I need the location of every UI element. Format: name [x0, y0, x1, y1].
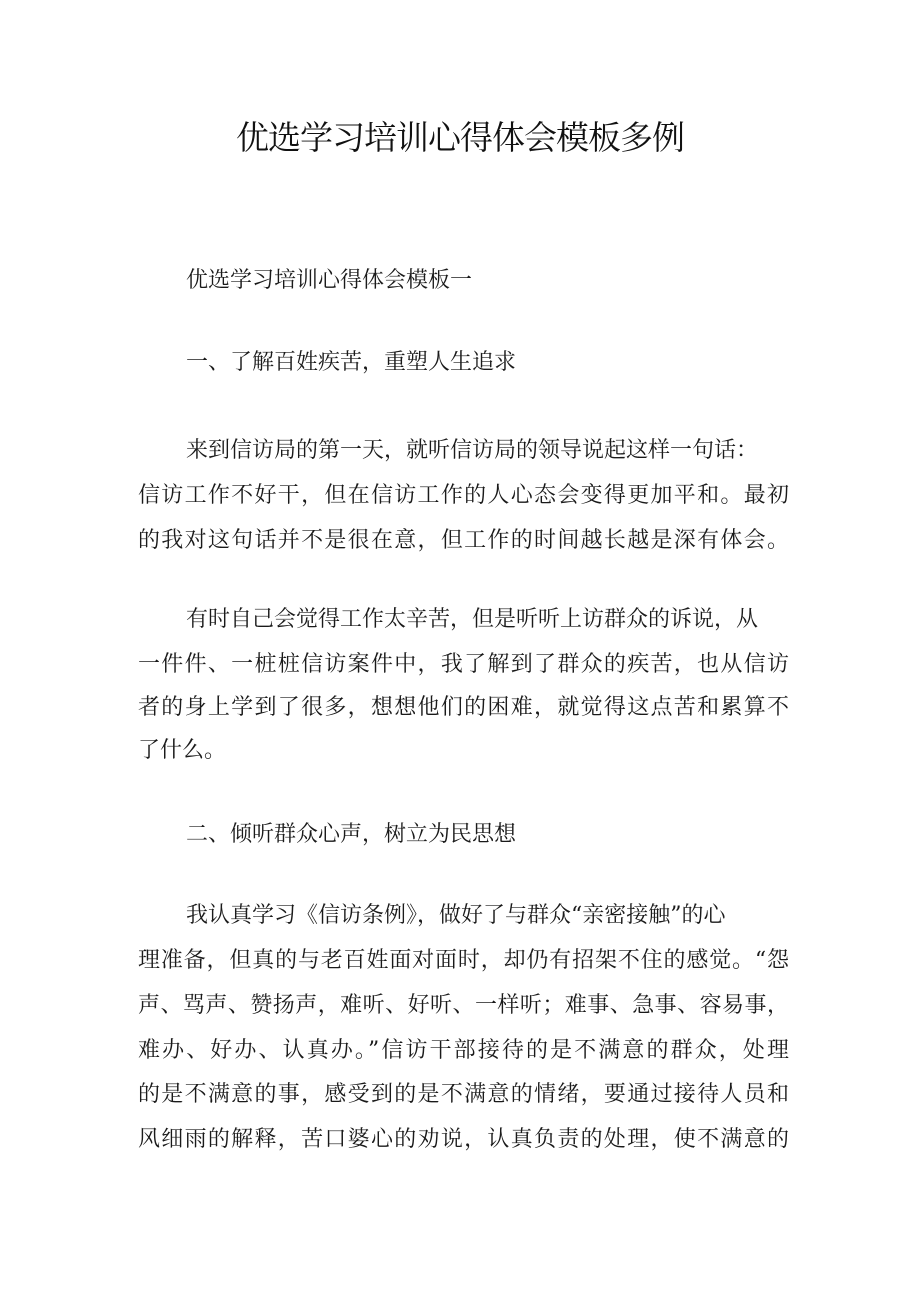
template-heading: 优选学习培训心得体会模板一	[186, 268, 473, 293]
paragraph-line: 来到信访局的第一天，就听信访局的领导说起这样一句话：	[186, 438, 759, 463]
paragraph-line: 声、骂声、赞扬声，难听、好听、一样听；难事、急事、容易事，	[138, 993, 789, 1018]
paragraph-line: 者的身上学到了很多，想想他们的困难，就觉得这点苦和累算不	[138, 695, 789, 720]
section-heading-1: 一、了解百姓疾苦，重塑人生追求	[186, 350, 517, 375]
paragraph-line: 一件件、一桩桩信访案件中，我了解到了群众的疾苦，也从信访	[138, 652, 789, 677]
paragraph-line: 的我对这句话并不是很在意，但工作的时间越长越是深有体会。	[138, 528, 789, 553]
paragraph-line: 信访工作不好干，但在信访工作的人心态会变得更加平和。最初	[138, 483, 789, 508]
paragraph-line: 理准备，但真的与老百姓面对面时，却仍有招架不住的感觉。“怨	[138, 948, 789, 973]
paragraph-line: 了什么。	[138, 738, 227, 763]
section-heading-2: 二、倾听群众心声，树立为民思想	[186, 822, 517, 847]
paragraph-line: 风细雨的解释，苦口婆心的劝说，认真负责的处理，使不满意的	[138, 1127, 789, 1152]
paragraph-line: 的是不满意的事，感受到的是不满意的情绪，要通过接待人员和	[138, 1082, 789, 1107]
document-title: 优选学习培训心得体会模板多例	[236, 118, 684, 157]
paragraph-line: 有时自己会觉得工作太辛苦，但是听听上访群众的诉说，从	[186, 607, 759, 632]
paragraph-line: 我认真学习《信访条例》，做好了与群众“亲密接触”的心	[186, 903, 726, 928]
paragraph-line: 难办、好办、认真办。”信访干部接待的是不满意的群众，处理	[138, 1038, 789, 1063]
